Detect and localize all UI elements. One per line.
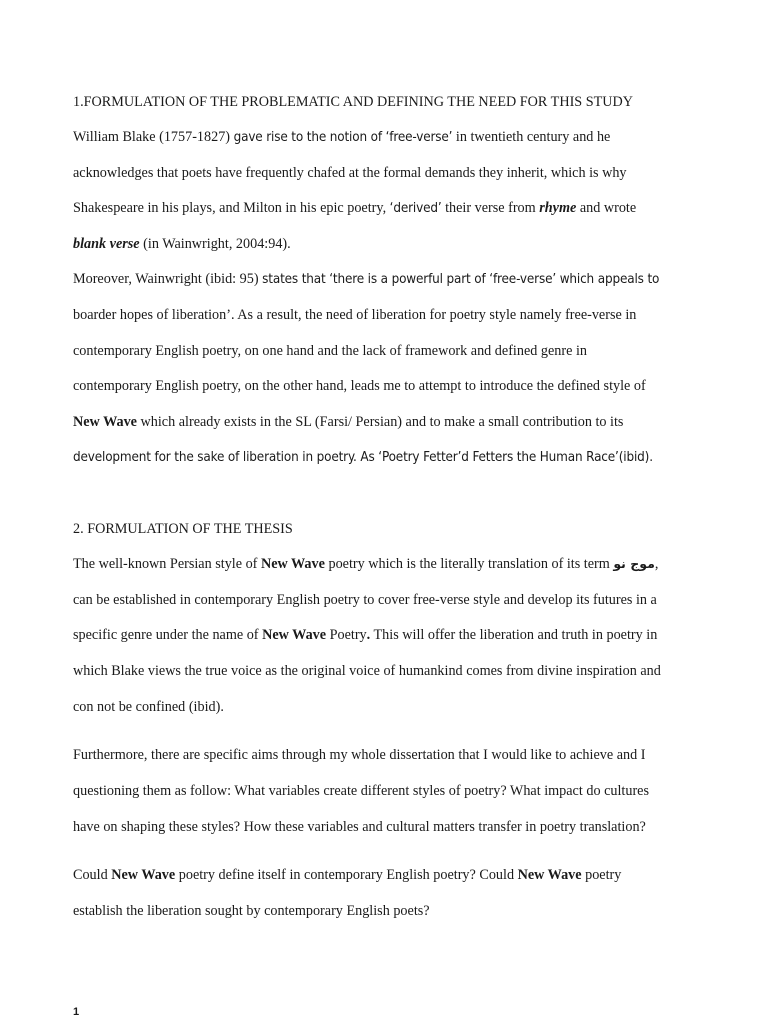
blank-verse-emphasis: blank verse <box>73 236 140 252</box>
new-wave-term: New Wave <box>260 556 325 572</box>
page-number: 1 <box>73 1006 80 1018</box>
paragraph-line: development for the sake of liberation in poetry. As ‘Poetry Fetter’d Fetters the Human Race’(ibid). <box>73 450 653 465</box>
paragraph-line: boarder hopes of liberation’. As a result, the need of liberation for poetry style namely free-verse in <box>73 307 637 323</box>
section-1-heading: 1.FORMULATION OF THE PROBLEMATIC AND DEFINING THE NEED FOR THIS STUDY <box>73 94 634 110</box>
paragraph-line: New Wave which already exists in the SL (Farsi/ Persian) and to make a small contribution to its <box>73 414 624 430</box>
paragraph-line: which Blake views the true voice as the original voice of humankind comes from divine inspiration and <box>73 663 661 679</box>
paragraph-line: Could New Wave poetry define itself in contemporary English poetry? Could New Wave poetry <box>73 867 622 883</box>
new-wave-term: New Wave <box>517 867 582 883</box>
paragraph-line: contemporary English poetry, on the other hand, leads me to attempt to introduce the defined style of <box>73 378 646 394</box>
new-wave-term: New Wave <box>262 627 327 643</box>
rhyme-emphasis: rhyme <box>539 200 577 216</box>
paragraph-line: Shakespeare in his plays, and Milton in his epic poetry, ‘derived’ their verse from rhyme and wrote <box>73 200 637 216</box>
paragraph-line: acknowledges that poets have frequently chafed at the formal demands they inherit, which is why <box>73 165 627 181</box>
paragraph-line: questioning them as follow: What variables create different styles of poetry? What impact do cultures <box>73 783 649 799</box>
paragraph-line: Furthermore, there are specific aims through my whole dissertation that I would like to achieve and I <box>73 747 646 763</box>
new-wave-term: New Wave <box>73 414 137 430</box>
paragraph-line: can be established in contemporary English poetry to cover free-verse style and develop its futures in a <box>73 592 657 608</box>
paragraph-line: con not be confined (ibid). <box>73 699 224 715</box>
paragraph-line: blank verse (in Wainwright, 2004:94). <box>73 236 291 252</box>
paragraph-line: William Blake (1757-1827) gave rise to the notion of ‘free-verse’ in twentieth century and he <box>73 129 611 145</box>
new-wave-term: New Wave <box>111 867 176 883</box>
paragraph-line: establish the liberation sought by contemporary English poets? <box>73 903 430 919</box>
paragraph-line: The well-known Persian style of New Wave poetry which is the literally translation of its term موج نو, <box>73 556 659 572</box>
section-2-heading: 2. FORMULATION OF THE THESIS <box>73 521 293 537</box>
persian-term: موج نو <box>613 556 655 571</box>
paragraph-line: specific genre under the name of New Wave Poetry. This will offer the liberation and truth in poetry in <box>73 627 658 643</box>
paragraph-line: Moreover, Wainwright (ibid: 95) states that ‘there is a powerful part of ‘free-verse’ which appeals to <box>73 271 660 287</box>
paragraph-line: have on shaping these styles? How these variables and cultural matters transfer in poetry translation? <box>73 819 646 835</box>
paragraph-line: contemporary English poetry, on one hand and the lack of framework and defined genre in <box>73 343 587 359</box>
